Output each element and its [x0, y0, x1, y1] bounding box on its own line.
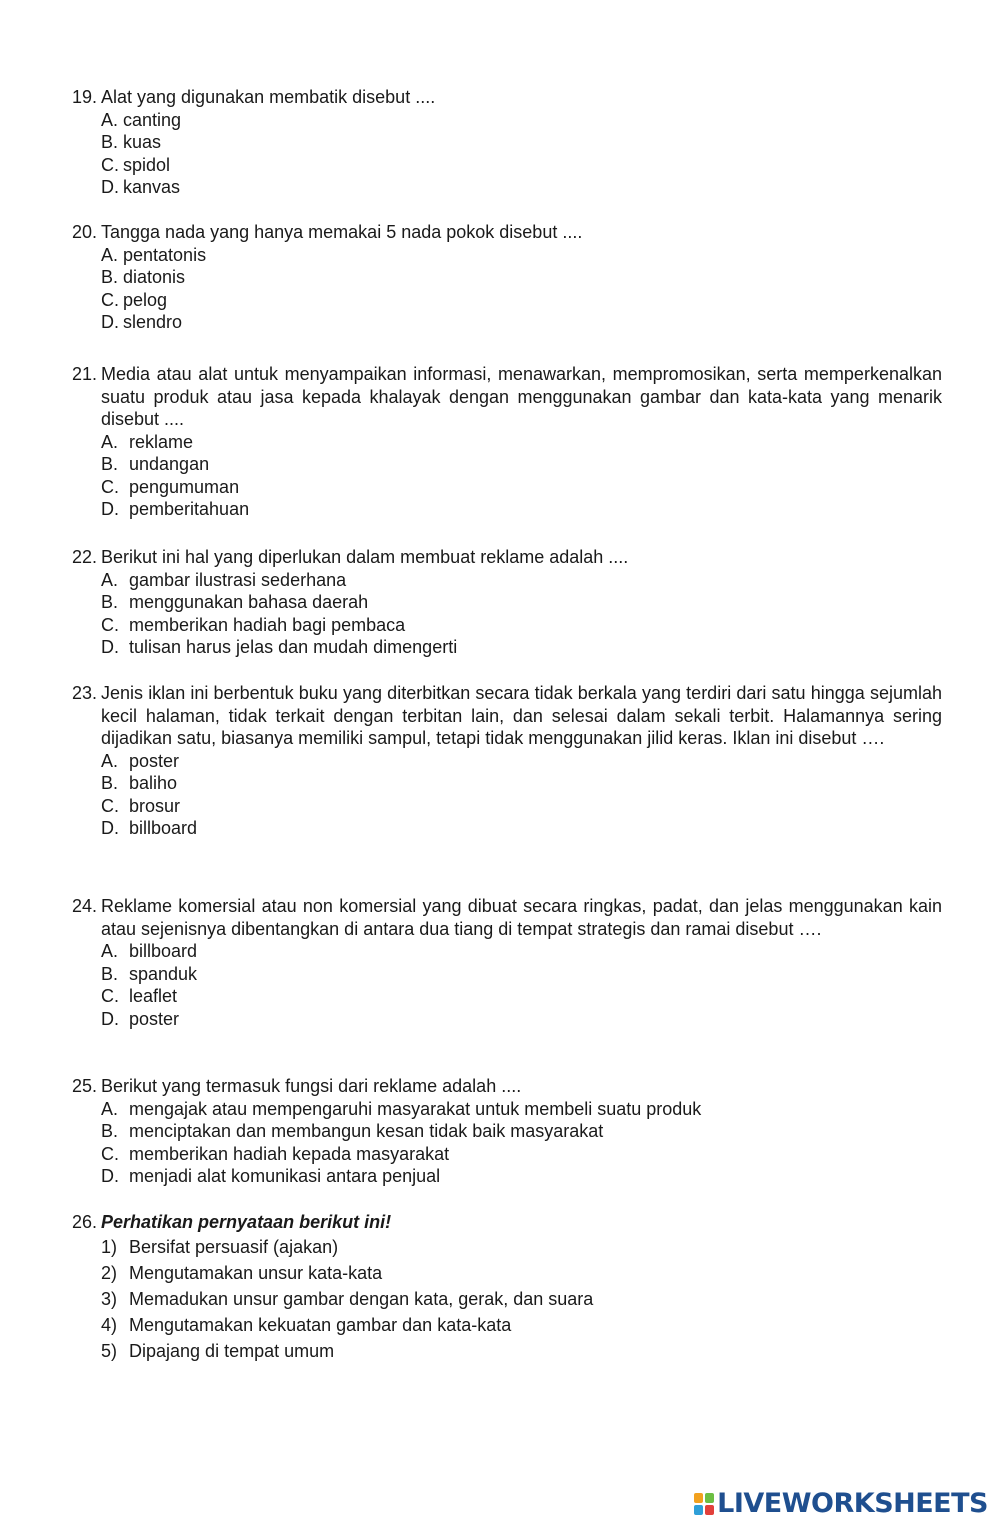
option-c[interactable] [101, 1143, 942, 1166]
statement-text: Mengutamakan unsur kata-kata [129, 1263, 383, 1283]
option-text: poster [129, 750, 180, 771]
option-c[interactable] [101, 985, 942, 1008]
statement-number: 5) [101, 1341, 118, 1361]
option-c[interactable] [101, 614, 942, 637]
option-letter: D. [101, 637, 119, 657]
option-letter: B. [101, 454, 119, 474]
option-a[interactable] [101, 109, 942, 132]
option-letter: B. [101, 132, 119, 152]
option-letter: C. [101, 476, 119, 497]
option-a[interactable] [101, 569, 942, 592]
question-number: 23. [72, 683, 98, 703]
logo-text: LIVEWORKSHEETS [717, 1488, 988, 1519]
question-text: Jenis iklan ini berbentuk buku yang diterbitkan secara tidak berkala yang terdiri dari satu hingga sejumlah kecil halaman, tidak terkait dengan terbitan lain, dan selesai dalam sekali terbit. Halamannya sering dijadikan satu, biasanya memiliki sampul, tetapi tidak menggunakan jilid keras. Iklan ini disebut …. [101, 683, 942, 748]
question-number: 19. [72, 87, 98, 107]
question-24 [72, 895, 942, 1030]
option-text: diatonis [123, 267, 186, 287]
option-text: menjadi alat komunikasi antara penjual [129, 1166, 441, 1186]
option-text: poster [129, 1008, 180, 1029]
option-b[interactable] [101, 1120, 942, 1143]
option-text: billboard [129, 941, 198, 961]
option-text: pemberitahuan [129, 499, 250, 519]
option-text: baliho [129, 773, 178, 793]
statement-text: Dipajang di tempat umum [129, 1341, 335, 1361]
statement-text: Mengutamakan kekuatan gambar dan kata-kata [129, 1315, 512, 1335]
question-text: Alat yang digunakan membatik disebut .... [101, 87, 436, 107]
option-b[interactable] [101, 591, 942, 614]
options-list [101, 109, 942, 199]
option-letter: B. [101, 963, 119, 984]
option-d[interactable] [101, 311, 942, 334]
option-b[interactable] [101, 266, 942, 289]
options-list [101, 750, 942, 840]
question-number: 21. [72, 364, 98, 384]
option-text: leaflet [129, 986, 178, 1006]
option-text: memberikan hadiah kepada masyarakat [129, 1143, 450, 1164]
statement-item [101, 1234, 942, 1260]
option-d[interactable] [101, 176, 942, 199]
option-c[interactable] [101, 795, 942, 818]
liveworksheets-logo[interactable] [694, 1488, 988, 1519]
option-d[interactable] [101, 817, 942, 840]
option-text: menciptakan dan membangun kesan tidak baik masyarakat [129, 1121, 604, 1141]
option-text: undangan [129, 454, 210, 474]
statement-number: 1) [101, 1237, 118, 1257]
option-letter: A. [101, 569, 119, 590]
option-letter: D. [101, 499, 119, 519]
option-b[interactable] [101, 453, 942, 476]
liveworksheets-mark-icon [694, 1493, 714, 1515]
statement-number: 3) [101, 1289, 118, 1309]
option-letter: B. [101, 773, 119, 793]
option-text: pelog [123, 289, 168, 310]
option-letter: D. [101, 312, 119, 332]
option-letter: B. [101, 267, 119, 287]
question-number: 22. [72, 547, 98, 567]
option-a[interactable] [101, 431, 942, 454]
question-text: Berikut ini hal yang diperlukan dalam membuat reklame adalah .... [101, 547, 629, 567]
question-text: Reklame komersial atau non komersial yang dibuat secara ringkas, padat, dan jelas menggunakan kain atau sejenisnya dibentangkan di antara dua tiang di tempat strategis dan ramai disebut …. [101, 896, 942, 939]
option-c[interactable] [101, 289, 942, 312]
option-a[interactable] [101, 1098, 942, 1121]
statement-text: Memadukan unsur gambar dengan kata, gerak, dan suara [129, 1289, 594, 1309]
option-text: pentatonis [123, 244, 207, 265]
option-letter: A. [101, 109, 119, 130]
option-c[interactable] [101, 476, 942, 499]
options-list [101, 569, 942, 659]
option-letter: D. [101, 1008, 119, 1029]
option-d[interactable] [101, 1008, 942, 1031]
question-20 [72, 221, 942, 334]
options-list [101, 431, 942, 521]
question-22 [72, 546, 942, 659]
option-letter: B. [101, 592, 119, 612]
option-text: billboard [129, 818, 198, 838]
option-letter: C. [101, 289, 119, 310]
option-a[interactable] [101, 940, 942, 963]
question-number: 24. [72, 896, 98, 916]
option-letter: C. [101, 154, 119, 175]
option-b[interactable] [101, 131, 942, 154]
option-c[interactable] [101, 154, 942, 177]
question-26 [72, 1210, 942, 1364]
option-letter: A. [101, 1098, 119, 1119]
question-number: 25. [72, 1076, 98, 1096]
options-list [101, 1098, 942, 1188]
question-text: Berikut yang termasuk fungsi dari reklame adalah .... [101, 1076, 522, 1096]
option-letter: A. [101, 941, 119, 961]
option-d[interactable] [101, 498, 942, 521]
option-b[interactable] [101, 963, 942, 986]
question-21 [72, 363, 942, 521]
option-text: canting [123, 109, 182, 130]
statement-number: 2) [101, 1263, 118, 1283]
option-text: slendro [123, 312, 183, 332]
statement-text: Bersifat persuasif (ajakan) [129, 1237, 339, 1257]
question-19 [72, 86, 942, 199]
options-list [101, 244, 942, 334]
option-text: brosur [129, 795, 181, 816]
option-a[interactable] [101, 244, 942, 267]
option-text: pengumuman [129, 476, 240, 497]
option-letter: D. [101, 177, 119, 197]
question-number: 20. [72, 222, 98, 242]
option-text: spidol [123, 154, 171, 175]
question-text: Perhatikan pernyataan berikut ini! [101, 1212, 392, 1232]
question-text: Media atau alat untuk menyampaikan informasi, menawarkan, mempromosikan, serta memperkenalkan suatu produk atau jasa kepada khalayak dengan menggunakan gambar dan kata-kata yang menarik disebut .... [101, 364, 942, 429]
option-text: reklame [129, 431, 194, 452]
option-letter: C. [101, 1143, 119, 1164]
option-letter: D. [101, 1166, 119, 1186]
option-letter: B. [101, 1121, 119, 1141]
option-letter: C. [101, 614, 119, 635]
option-letter: A. [101, 431, 119, 452]
option-d[interactable] [101, 636, 942, 659]
option-a[interactable] [101, 750, 942, 773]
option-text: memberikan hadiah bagi pembaca [129, 614, 406, 635]
option-letter: D. [101, 818, 119, 838]
option-b[interactable] [101, 772, 942, 795]
question-number: 26. [72, 1212, 98, 1232]
option-text: kanvas [123, 177, 181, 197]
statement-number: 4) [101, 1315, 118, 1335]
statement-item [101, 1312, 942, 1338]
option-letter: C. [101, 795, 119, 816]
option-text: kuas [123, 132, 162, 152]
statements-list [101, 1234, 942, 1364]
option-d[interactable] [101, 1165, 942, 1188]
option-letter: C. [101, 986, 119, 1006]
option-letter: A. [101, 750, 119, 771]
question-23 [72, 682, 942, 840]
question-25 [72, 1075, 942, 1188]
question-text: Tangga nada yang hanya memakai 5 nada pokok disebut .... [101, 222, 583, 242]
option-text: spanduk [129, 963, 198, 984]
option-letter: A. [101, 244, 119, 265]
statement-item [101, 1260, 942, 1286]
option-text: mengajak atau mempengaruhi masyarakat untuk membeli suatu produk [129, 1098, 702, 1119]
option-text: tulisan harus jelas dan mudah dimengerti [129, 637, 458, 657]
option-text: menggunakan bahasa daerah [129, 592, 369, 612]
statement-item [101, 1286, 942, 1312]
statement-item [101, 1338, 942, 1364]
option-text: gambar ilustrasi sederhana [129, 569, 347, 590]
options-list [101, 940, 942, 1030]
